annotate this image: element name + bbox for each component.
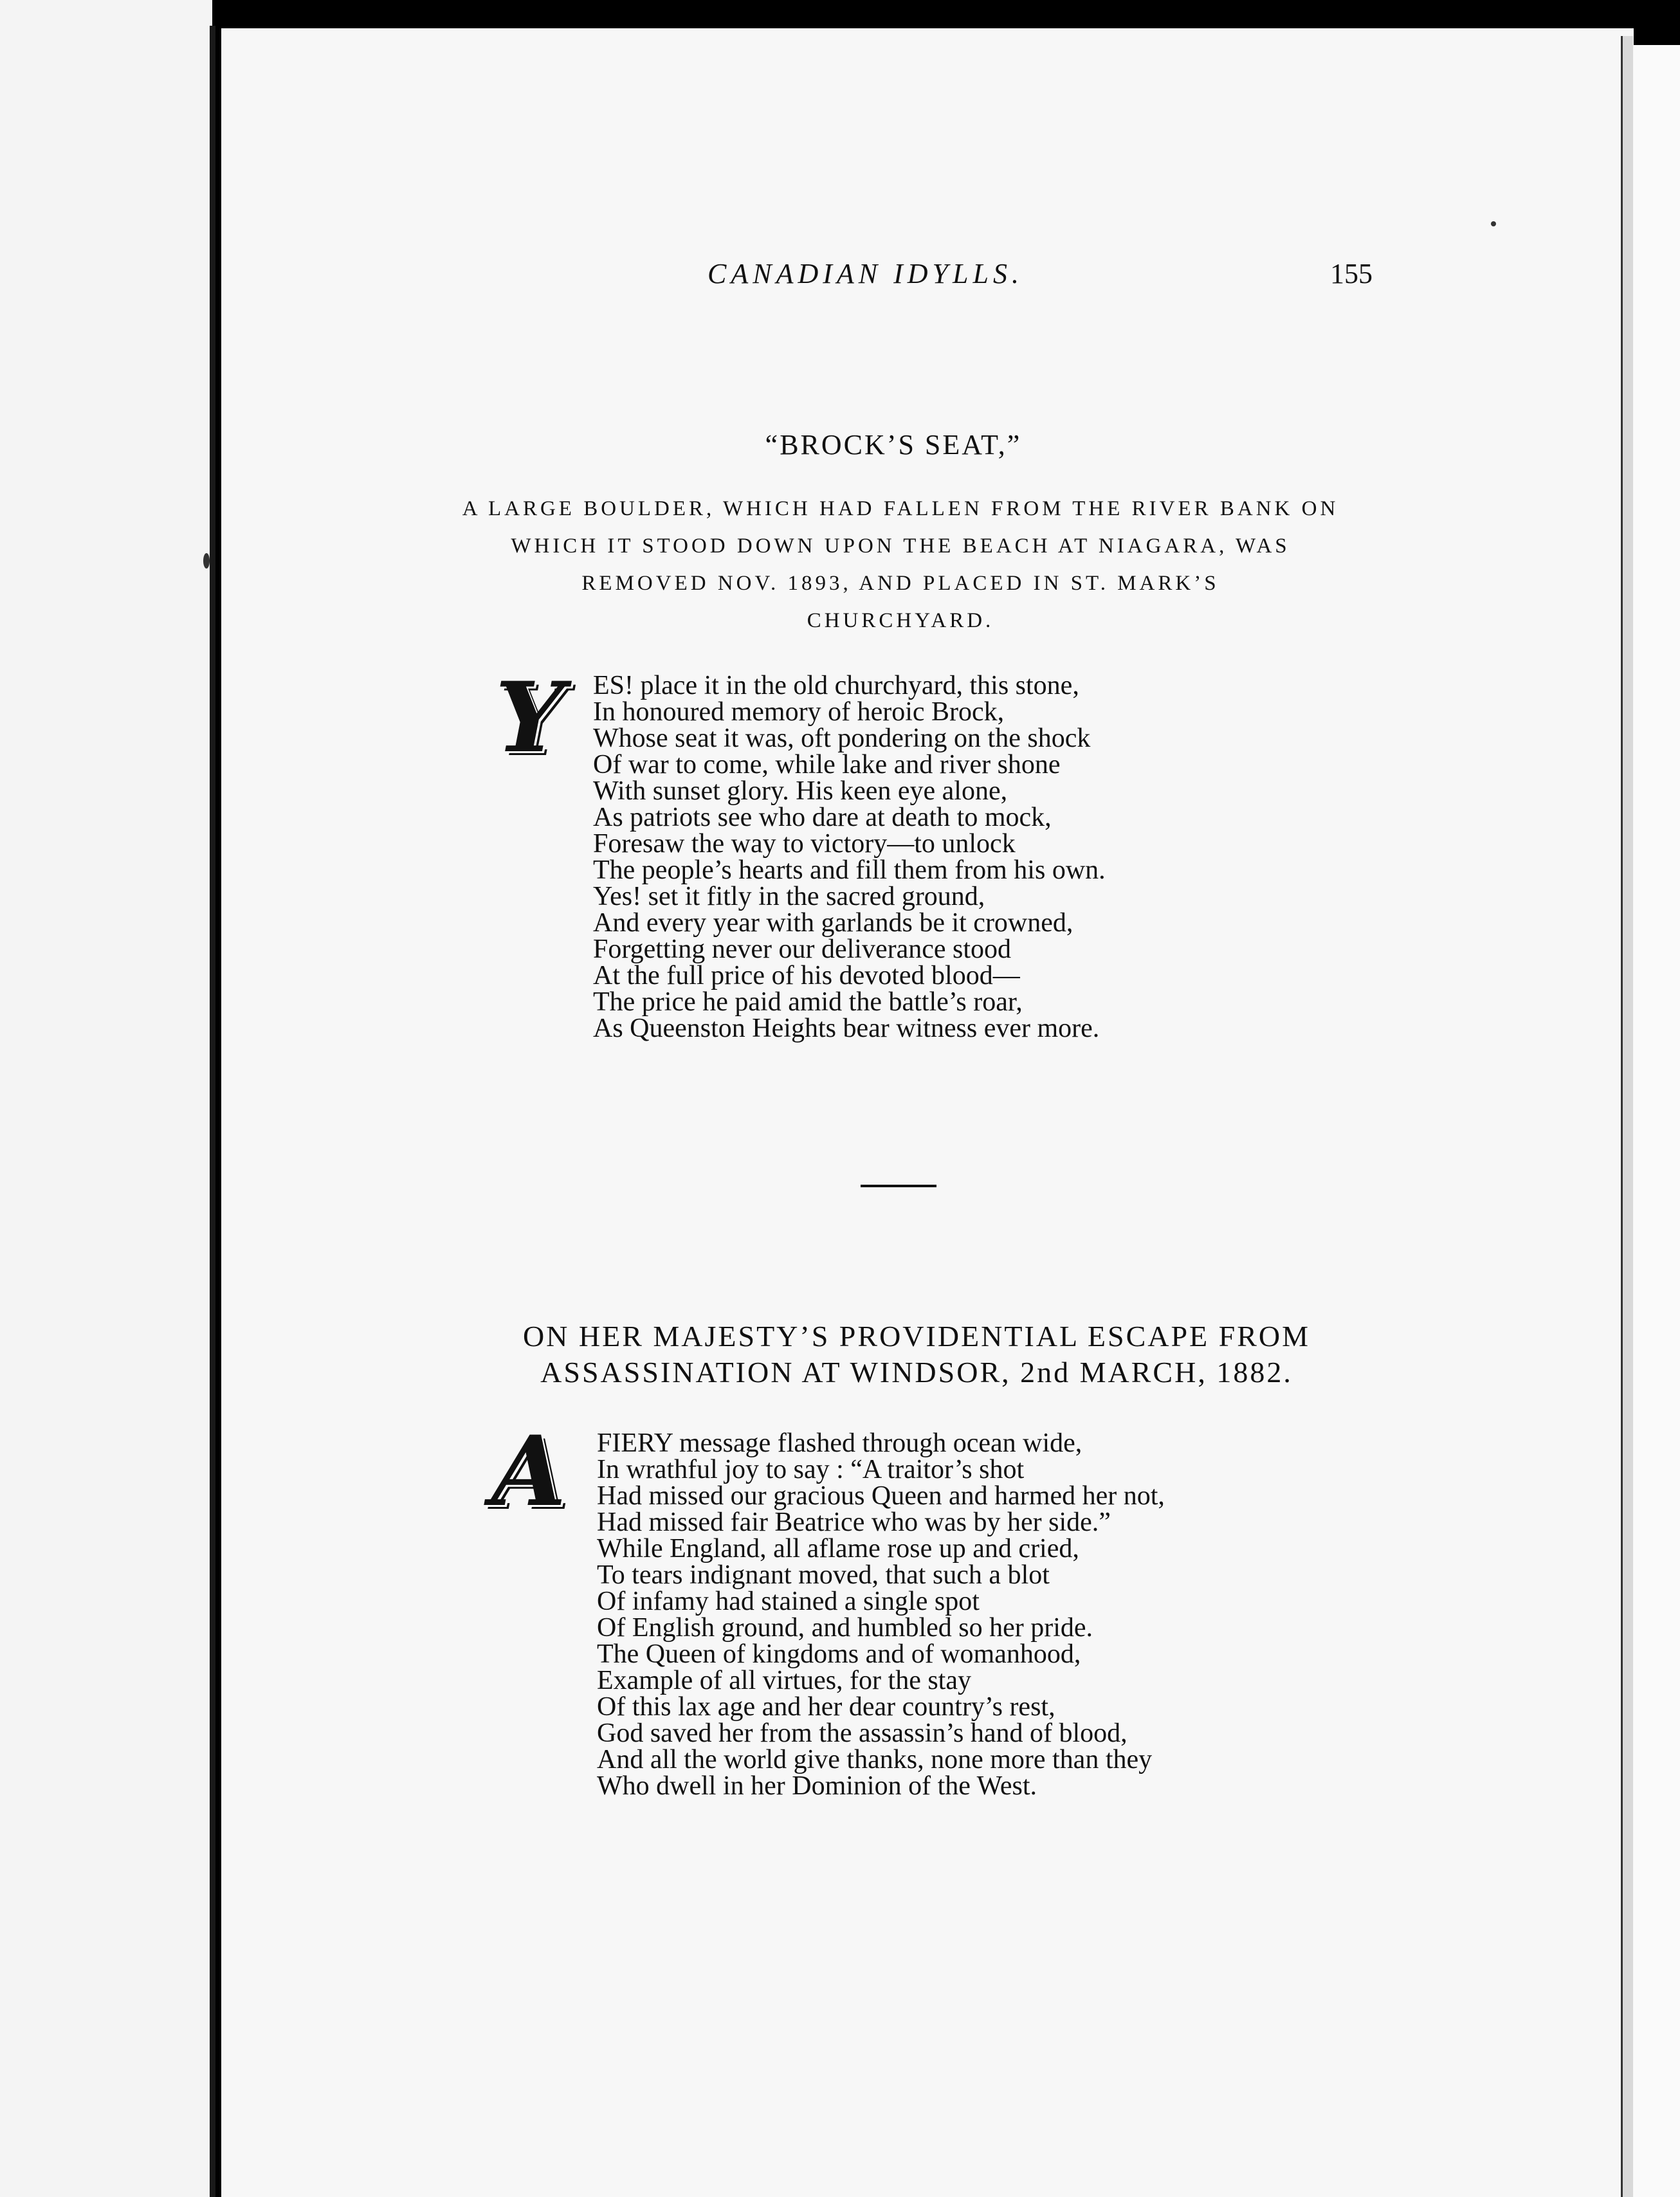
poem-line: FIERY message flashed through ocean wide, <box>597 1428 1082 1458</box>
poem1-subtitle <box>425 490 1376 639</box>
section-divider <box>861 1185 936 1187</box>
poem-line: The price he paid amid the battle’s roar, <box>593 987 1023 1017</box>
running-head: CANADIAN IDYLLS. <box>708 258 1023 289</box>
poem-line: Forgetting never our deliverance stood <box>593 934 1012 964</box>
poem2-title <box>386 1318 1447 1390</box>
subtitle-line: WHICH IT STOOD DOWN UPON THE BEACH AT NIAGARA, WAS <box>511 534 1290 558</box>
poem-line: Who dwell in her Dominion of the West. <box>597 1771 1037 1801</box>
poem-line: In honoured memory of heroic Brock, <box>593 697 1005 727</box>
poem-line: Of war to come, while lake and river shone <box>593 750 1061 779</box>
subtitle-line: A LARGE BOULDER, WHICH HAD FALLEN FROM THE RIVER BANK ON <box>462 497 1339 520</box>
poem-line: Foresaw the way to victory—to unlock <box>593 829 1016 859</box>
book-gutter <box>210 26 215 2197</box>
poem-line: To tears indignant moved, that such a blot <box>597 1560 1050 1590</box>
poem-line: Of English ground, and humbled so her pride. <box>597 1613 1093 1643</box>
poem-line: The people’s hearts and fill them from his own. <box>593 855 1106 885</box>
poem2-dropcap: A <box>491 1415 567 1528</box>
poem2-title-line: ON HER MAJESTY’S PROVIDENTIAL ESCAPE FROM <box>522 1320 1311 1353</box>
poem-line: Example of all virtues, for the stay <box>597 1666 971 1695</box>
poem-line: Whose seat it was, oft pondering on the shock <box>593 724 1091 753</box>
poem1-dropcap: Y <box>495 661 565 774</box>
page-edge-background <box>1634 45 1680 2197</box>
poem-line: Had missed fair Beatrice who was by her side.” <box>597 1508 1111 1537</box>
poem-line: Of this lax age and her dear country’s rest, <box>597 1692 1055 1722</box>
poem-line: In wrathful joy to say : “A traitor’s shot <box>597 1455 1025 1484</box>
poem-line: And all the world give thanks, none more than they <box>597 1745 1153 1774</box>
poem-line: ES! place it in the old churchyard, this stone, <box>593 671 1079 700</box>
poem-line: With sunset glory. His keen eye alone, <box>593 776 1008 806</box>
poem-line: At the full price of his devoted blood— <box>593 961 1020 990</box>
subtitle-line: CHURCHYARD. <box>807 609 994 632</box>
poem-line: God saved her from the assassin’s hand of blood, <box>597 1718 1128 1748</box>
scan-speck <box>1491 221 1496 226</box>
poem2-text <box>597 1430 1165 1800</box>
page-number: 155 <box>1330 258 1373 289</box>
poem-line: As patriots see who dare at death to mock, <box>593 803 1052 832</box>
poem-line: While England, all aflame rose up and cried, <box>597 1534 1079 1563</box>
book-page <box>221 28 1634 2197</box>
poem-line: Of infamy had stained a single spot <box>597 1587 980 1616</box>
poem-line: And every year with garlands be it crowned, <box>593 908 1073 938</box>
poem1-text <box>593 673 1106 1042</box>
poem1-title: “BROCK’S SEAT,” <box>765 429 1022 460</box>
poem-line: The Queen of kingdoms and of womanhood, <box>597 1639 1081 1669</box>
subtitle-line: REMOVED NOV. 1893, AND PLACED IN ST. MARK’S <box>581 572 1219 595</box>
poem-line: As Queenston Heights bear witness ever more. <box>593 1014 1100 1043</box>
poem2-title-line: ASSASSINATION AT WINDSOR, 2nd MARCH, 1882. <box>540 1356 1293 1389</box>
facing-page-margin <box>0 0 212 2197</box>
scan-speck <box>203 553 210 569</box>
poem-line: Yes! set it fitly in the sacred ground, <box>593 882 985 911</box>
poem-line: Had missed our gracious Queen and harmed her not, <box>597 1481 1165 1511</box>
page-edge <box>1621 36 1633 2197</box>
